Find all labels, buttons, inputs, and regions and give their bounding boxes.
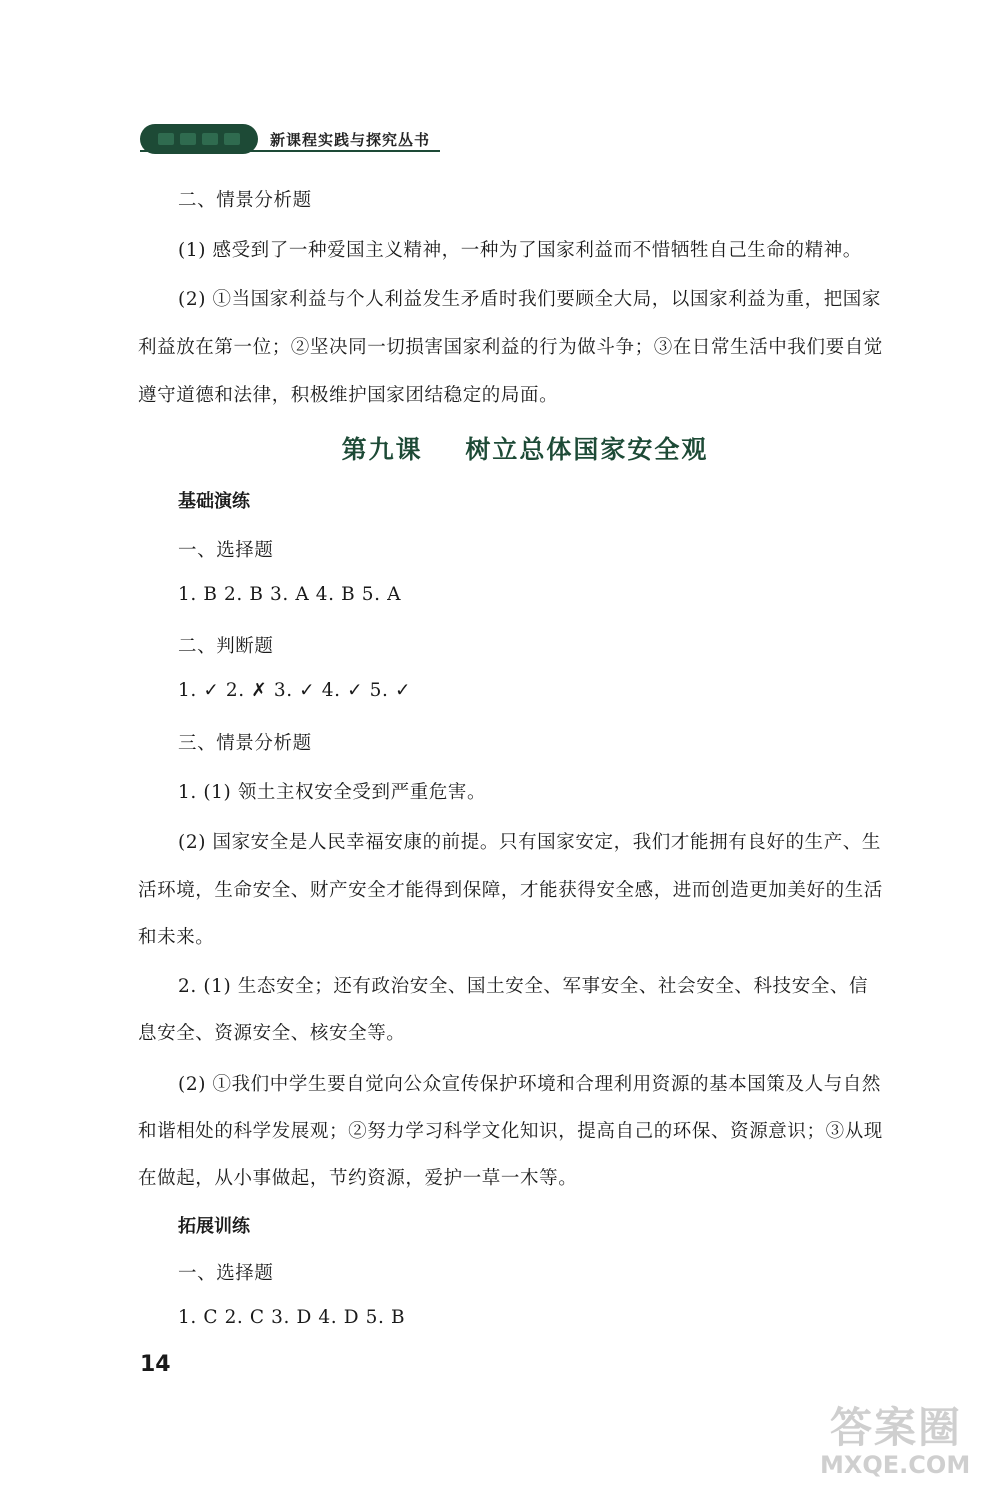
section-heading: 三、情景分析题 <box>178 733 312 754</box>
answer-line: 遵守道德和法律，积极维护国家团结稳定的局面。 <box>138 385 559 406</box>
section-heading: 一、选择题 <box>178 1263 274 1284</box>
series-title: 新课程实践与探究丛书 <box>270 130 431 149</box>
answer-line: (2) ①我们中学生要自觉向公众宣传保护环境和合理利用资源的基本国策及人与自然 <box>178 1074 881 1095</box>
section-heading: 二、判断题 <box>178 636 274 657</box>
watermark-logo <box>820 1395 990 1485</box>
page-number: 14 <box>140 1352 171 1377</box>
answer-line: 活环境，生命安全、财产安全才能得到保障，才能获得安全感，进而创造更加美好的生活 <box>138 880 883 901</box>
choice-answers: 1. B 2. B 3. A 4. B 5. A <box>178 584 402 605</box>
answer-line: 利益放在第一位；②坚决同一切损害国家利益的行为做斗争；③在日常生活中我们要自觉 <box>138 337 883 358</box>
lesson-title: 第九课 树立总体国家安全观 <box>341 435 709 464</box>
answer-line: (2) 国家安全是人民幸福安康的前提。只有国家安定，我们才能拥有良好的生产、生 <box>178 832 881 853</box>
answer-line: 和未来。 <box>138 927 215 948</box>
section-heading: 一、选择题 <box>178 540 274 561</box>
section-heading: 二、情景分析题 <box>178 190 312 211</box>
watermark-text: 答案圈 <box>830 1403 963 1452</box>
answer-line: 2. (1) 生态安全；还有政治安全、国土安全、军事安全、社会安全、科技安全、信 <box>178 976 869 997</box>
answer-line: 和谐相处的科学发展观；②努力学习科学文化知识，提高自己的环保、资源意识；③从现 <box>138 1121 883 1142</box>
answer-line: (2) ①当国家利益与个人利益发生矛盾时我们要顾全大局，以国家利益为重，把国家 <box>178 289 881 310</box>
answer-line: (1) 感受到了一种爱国主义精神，一种为了国家利益而不惜牺牲自己生命的精神。 <box>178 240 862 261</box>
answer-line: 在做起，从小事做起，节约资源，爱护一草一木等。 <box>138 1168 578 1189</box>
answer-line: 息安全、资源安全、核安全等。 <box>138 1023 406 1044</box>
choice-answers: 1. C 2. C 3. D 4. D 5. B <box>178 1307 406 1328</box>
watermark-url: MXQE.COM <box>820 1451 971 1479</box>
subsection-heading: 拓展训练 <box>178 1216 250 1237</box>
judge-answers: 1. ✓ 2. ✗ 3. ✓ 4. ✓ 5. ✓ <box>178 680 412 701</box>
answer-line: 1. (1) 领土主权安全受到严重危害。 <box>178 782 487 803</box>
header-divider <box>140 150 440 152</box>
subsection-heading: 基础演练 <box>178 491 250 512</box>
